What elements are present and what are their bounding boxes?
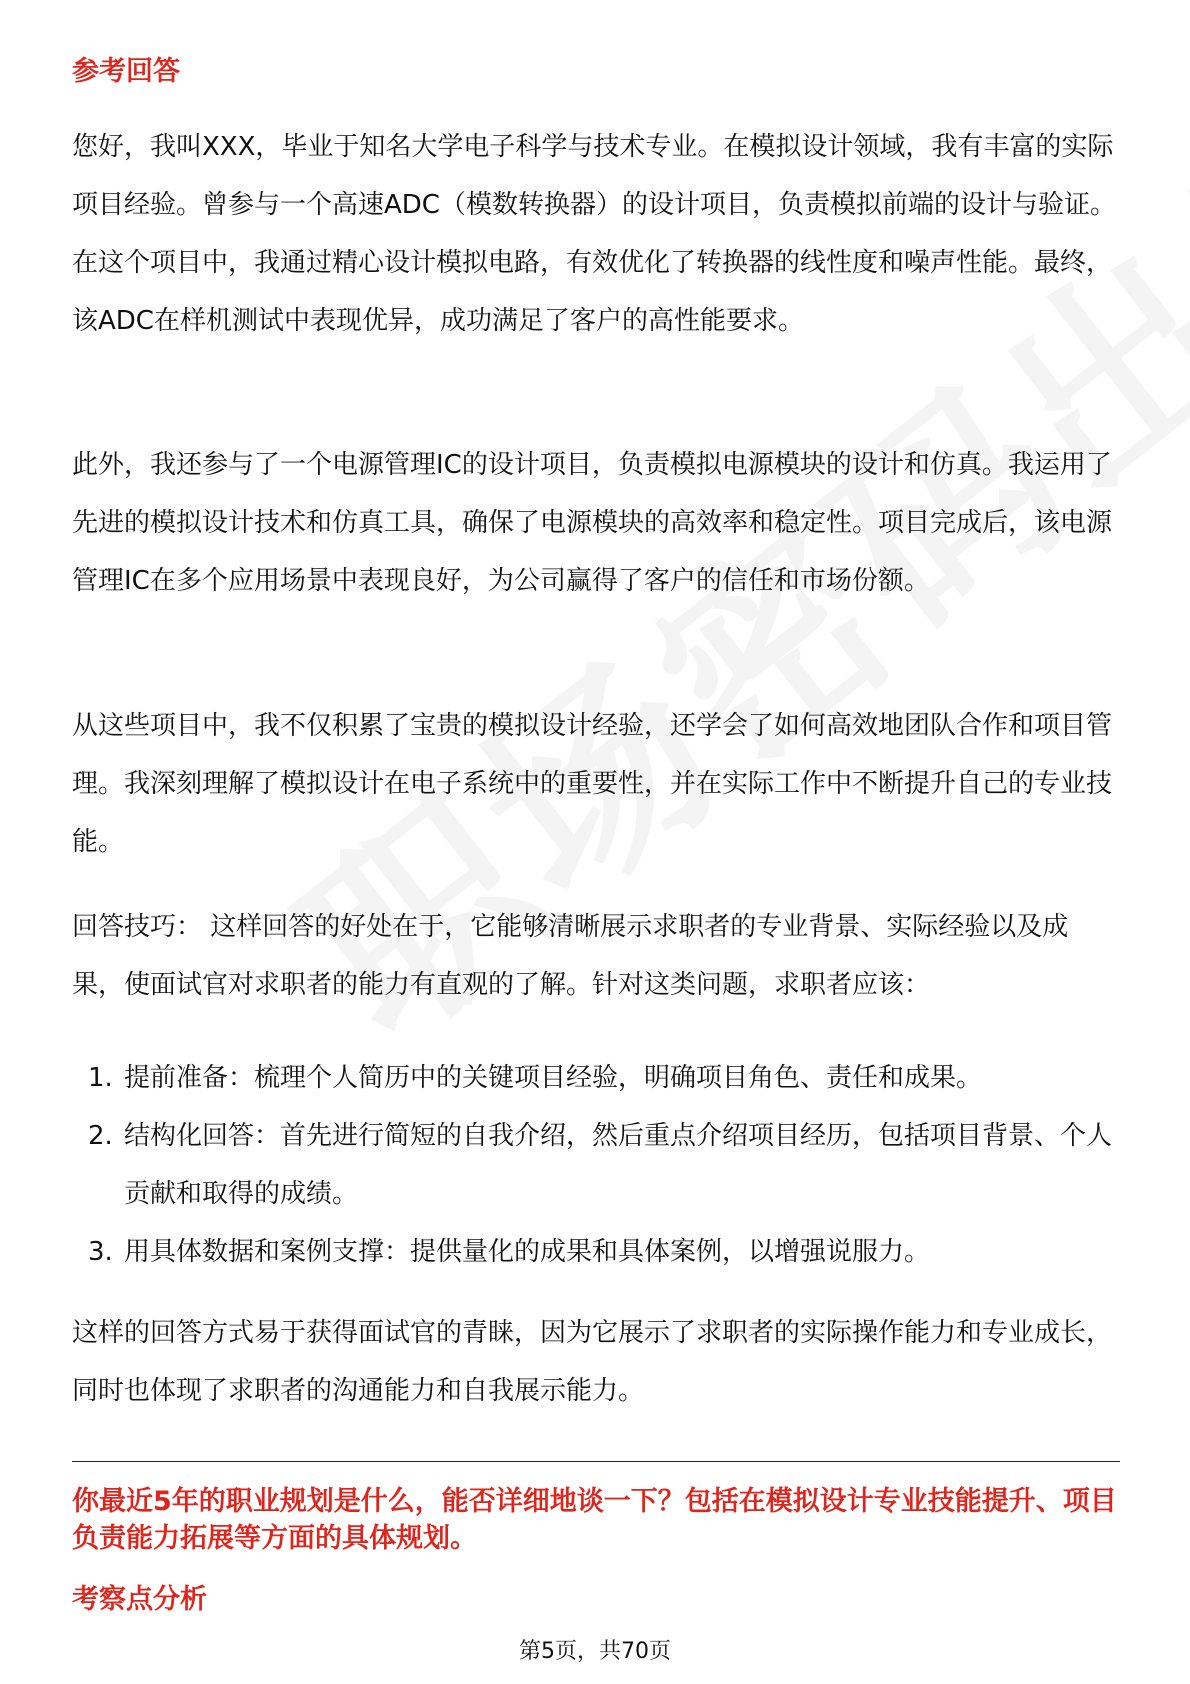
list-item-number: 3. <box>88 1237 113 1267</box>
list-item <box>72 1223 1120 1281</box>
list-item-text: 提前准备：梳理个人简历中的关键项目经验，明确项目角色、责任和成果。 <box>124 1063 983 1093</box>
list-item-text: 结构化回答：首先进行简短的自我介绍，然后重点介绍项目经历，包括项目背景、个人贡献和取得的成绩。 <box>124 1121 1113 1209</box>
next-question-heading: 你最近5年的职业规划是什么，能否详细地谈一下？包括在模拟设计专业技能提升、项目负责能力拓展等方面的具体规划。 <box>72 1486 1117 1554</box>
reference-answer-heading: 参考回答 <box>72 56 180 87</box>
answer-paragraph-3: 从这些项目中，我不仅积累了宝贵的模拟设计经验，还学会了如何高效地团队合作和项目管理。我深刻理解了模拟设计在电子系统中的重要性，并在实际工作中不断提升自己的专业技能。 <box>72 711 1113 857</box>
answer-paragraph-2: 此外，我还参与了一个电源管理IC的设计项目，负责模拟电源模块的设计和仿真。我运用了先进的模拟设计技术和仿真工具，确保了电源模块的高效率和稳定性。项目完成后，该电源管理IC在多个应用场景中表现良好，为公司赢得了客户的信任和市场份额。 <box>72 450 1113 596</box>
list-item <box>72 1107 1120 1223</box>
list-item <box>72 1049 1120 1107</box>
section-divider <box>72 1461 1120 1462</box>
closing-paragraph: 这样的回答方式易于获得面试官的青睐，因为它展示了求职者的实际操作能力和专业成长，同时也体现了求职者的沟通能力和自我展示能力。 <box>72 1318 1113 1406</box>
tips-list <box>72 1049 1120 1281</box>
answer-paragraph-1: 您好，我叫XXX，毕业于知名大学电子科学与技术专业。在模拟设计领域，我有丰富的实际项目经验。曾参与一个高速ADC（模数转换器）的设计项目，负责模拟前端的设计与验证。在这个项目中，我通过精心设计模拟电路，有效优化了转换器的线性度和噪声性能。最终，该ADC在样机测试中表现优异，成功满足了客户的高性能要求。 <box>72 132 1116 336</box>
answer-tips-intro: 回答技巧： 这样回答的好处在于，它能够清晰展示求职者的专业背景、实际经验以及成果，使面试官对求职者的能力有直观的了解。针对这类问题，求职者应该： <box>72 912 1069 1000</box>
page-number-footer: 第5页，共70页 <box>519 1639 671 1664</box>
list-item-number: 2. <box>88 1121 113 1151</box>
analysis-heading: 考察点分析 <box>72 1584 207 1615</box>
list-item-number: 1. <box>88 1063 113 1093</box>
list-item-text: 用具体数据和案例支撑：提供量化的成果和具体案例，以增强说服力。 <box>124 1237 931 1267</box>
